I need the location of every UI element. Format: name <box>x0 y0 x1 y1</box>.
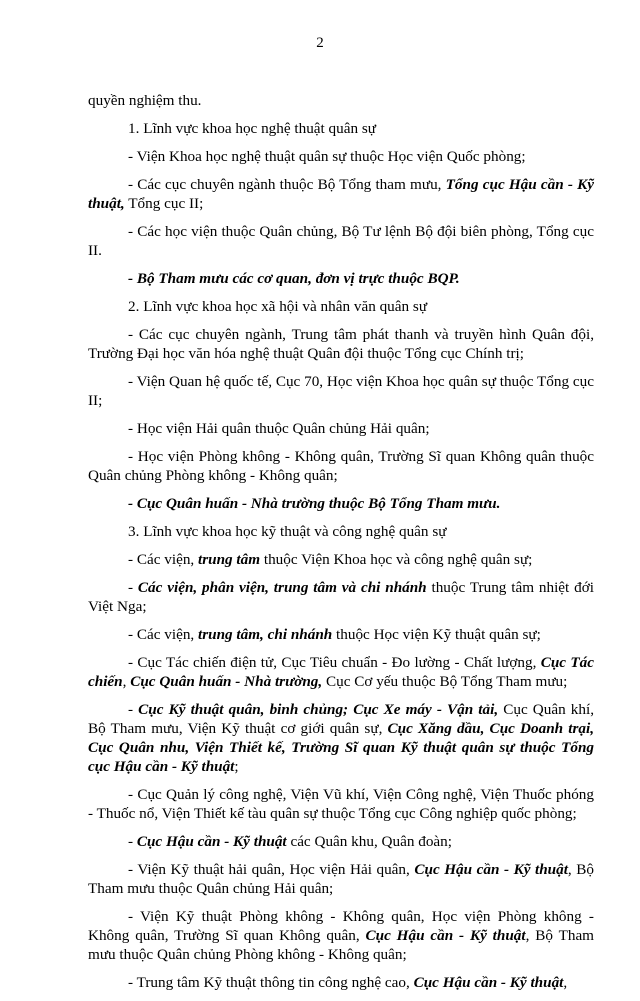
bold-italic-text: Tổng cục Hậu cần - Kỹ thuật, <box>88 176 594 212</box>
bold-italic-text: Cục Hậu cần - Kỹ thuật <box>413 974 564 991</box>
text-run: 3. Lĩnh vực khoa học kỹ thuật và công nghệ quân sự <box>128 523 447 540</box>
text-run: - Các viện, <box>128 551 199 568</box>
paragraph <box>88 550 594 569</box>
text-run: thuộc Trung tâm nhiệt đới Việt Nga; <box>88 579 594 615</box>
paragraph <box>88 625 594 644</box>
paragraph <box>88 91 594 110</box>
text-run: - Học viện Phòng không - Không quân, Trường Sĩ quan Không quân thuộc Quân chủng Phòng không - Không quân; <box>88 448 594 484</box>
paragraph <box>88 269 594 288</box>
paragraph <box>88 372 594 410</box>
paragraph <box>88 297 594 316</box>
text-run: - Trung tâm Kỹ thuật thông tin công nghệ cao, <box>128 974 414 991</box>
paragraph <box>88 860 594 898</box>
bold-italic-text: Cục Hậu cần - Kỹ thuật <box>136 833 287 850</box>
paragraph <box>88 325 594 363</box>
bold-italic-text: Cục Hậu cần - Kỹ thuật <box>365 927 526 944</box>
bold-italic-text: Cục Hậu cần - Kỹ thuật <box>414 861 568 878</box>
paragraph <box>88 785 594 823</box>
text-run: - Các viện, <box>128 626 199 643</box>
text-run: các Quân khu, Quân đoàn; <box>286 833 452 850</box>
bold-italic-text: Cục Xăng dầu, Cục Doanh trại, Cục Quân nhu, Viện Thiết kế, Trường Sĩ quan Kỹ thuật quân sự thuộc Tổng cục Hậu cần - Kỹ thuật <box>88 720 594 775</box>
text-run: - Viện Kỹ thuật Phòng không - Không quân, Học viện Phòng không - Không quân, Trường Sĩ quan Không quân, <box>88 908 594 944</box>
text-run: - Các cục chuyên ngành, Trung tâm phát thanh và truyền hình Quân đội, Trường Đại học văn hóa nghệ thuật Quân đội thuộc Tổng cục Chính trị; <box>88 326 594 362</box>
text-run: Tổng cục II; <box>124 195 204 212</box>
text-run: - Viện Kỹ thuật hải quân, Học viện Hải quân, <box>128 861 415 878</box>
text-run: , Bộ Tham mưu thuộc Quân chủng Hải quân; <box>88 861 594 897</box>
text-run: , Bộ Tham mưu thuộc Quân chủng Phòng không - Không quân; <box>88 927 594 963</box>
text-run: - Viện Khoa học nghệ thuật quân sự thuộc Học viện Quốc phòng; <box>128 148 526 165</box>
text-run: - Các học viện thuộc Quân chủng, Bộ Tư lệnh Bộ đội biên phòng, Tổng cục II. <box>88 223 594 259</box>
paragraph <box>88 494 594 513</box>
paragraph <box>88 175 594 213</box>
bold-italic-text: trung tâm, chi nhánh <box>198 626 333 643</box>
text-run: - Cục Quản lý công nghệ, Viện Vũ khí, Viện Công nghệ, Viện Thuốc phóng - Thuốc nổ, Viện Thiết kế tàu quân sự thuộc Tổng cục Công nghiệp quốc phòng; <box>88 786 594 822</box>
bold-italic-text: Các viện, phân viện, trung tâm và chi nhánh <box>137 579 427 596</box>
text-run: - Học viện Hải quân thuộc Quân chủng Hải quân; <box>128 420 430 437</box>
bold-italic-text: - Cục Quân huấn - Nhà trường thuộc Bộ Tổng Tham mưu. <box>128 495 501 512</box>
bold-italic-text: Cục Tác chiến <box>88 654 594 690</box>
text-run: , <box>122 673 131 690</box>
paragraph <box>88 578 594 616</box>
text-run: - Các cục chuyên ngành thuộc Bộ Tổng tham mưu, <box>128 176 446 193</box>
text-run: thuộc Viện Khoa học và công nghệ quân sự; <box>260 551 533 568</box>
text-run: , <box>563 974 568 991</box>
paragraph <box>88 447 594 485</box>
bold-italic-text: trung tâm <box>198 551 261 568</box>
page-number: 2 <box>316 35 324 51</box>
bold-italic-text: - Bộ Tham mưu các cơ quan, đơn vị trực thuộc BQP. <box>128 270 460 287</box>
text-run: thuộc Học viện Kỹ thuật quân sự; <box>332 626 541 643</box>
paragraph <box>88 653 594 691</box>
text-run: ; <box>234 758 239 775</box>
text-run: - <box>128 579 138 596</box>
paragraph <box>88 222 594 260</box>
bold-italic-text: Cục Kỹ thuật quân, binh chủng; Cục Xe máy - Vận tải, <box>138 701 499 718</box>
paragraph <box>88 419 594 438</box>
text-run: - <box>128 701 139 718</box>
paragraph <box>88 700 594 776</box>
paragraph <box>88 907 594 964</box>
text-run: quyền nghiệm thu. <box>88 92 202 109</box>
paragraph <box>88 973 594 992</box>
paragraph <box>88 522 594 541</box>
paragraph <box>88 147 594 166</box>
bold-italic-text: Cục Quân huấn - Nhà trường, <box>130 673 323 690</box>
text-run: - Cục Tác chiến điện tử, Cục Tiêu chuẩn - Đo lường - Chất lượng, <box>128 654 541 671</box>
paragraph <box>88 832 594 851</box>
text-run: Cục Quân khí, Bộ Tham mưu, Viện Kỹ thuật cơ giới quân sự, <box>88 701 594 737</box>
text-run: Cục Cơ yếu thuộc Bộ Tổng Tham mưu; <box>322 673 568 690</box>
text-run: 1. Lĩnh vực khoa học nghệ thuật quân sự <box>128 120 377 137</box>
paragraph <box>88 119 594 138</box>
document-body <box>88 91 594 1001</box>
text-run: - <box>128 833 137 850</box>
text-run: - Viện Quan hệ quốc tế, Cục 70, Học viện Khoa học quân sự thuộc Tổng cục II; <box>88 373 594 409</box>
text-run: 2. Lĩnh vực khoa học xã hội và nhân văn quân sự <box>128 298 428 315</box>
